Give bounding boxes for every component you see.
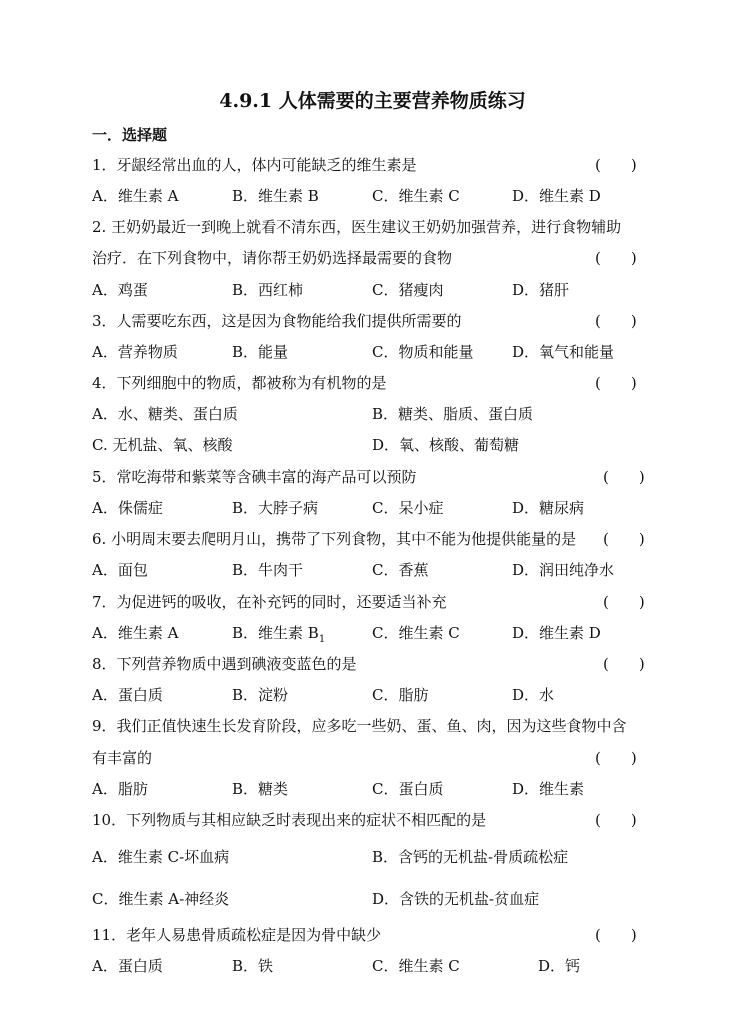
- question-11-option-d: D．钙: [538, 957, 581, 975]
- question-8-answer-blank: ( ): [603, 655, 645, 673]
- question-10-option-c: C．维生素 A-神经炎: [92, 890, 230, 908]
- question-11-stem: 11．老年人易患骨质疏松症是因为骨中缺少: [92, 926, 382, 944]
- section-heading: 一．选择题: [92, 126, 168, 144]
- question-5-answer-blank: ( ): [603, 468, 645, 486]
- question-11-option-b: B．铁: [232, 957, 274, 975]
- question-5-option-b: B．大脖子病: [232, 499, 319, 517]
- question-7-stem: 7．为促进钙的吸收，在补充钙的同时，还要适当补充: [92, 593, 447, 611]
- question-4-stem: 4．下列细胞中的物质，都被称为有机物的是: [92, 374, 387, 392]
- question-10-answer-blank: ( ): [595, 811, 637, 829]
- question-9-stem-line-2: 有丰富的: [92, 749, 153, 767]
- question-2-stem-line-1: 2. 王奶奶最近一到晚上就看不清东西，医生建议王奶奶加强营养，进行食物辅助: [92, 218, 622, 236]
- question-7-answer-blank: ( ): [603, 593, 645, 611]
- question-5-option-d: D．糖尿病: [512, 499, 585, 517]
- question-6-option-a: A．面包: [92, 561, 148, 579]
- question-1-option-d: D．维生素 D: [512, 187, 601, 205]
- question-6-stem: 6. 小明周末要去爬明月山，携带了下列食物，其中不能为他提供能量的是: [92, 530, 577, 548]
- question-9-option-d: D．维生素: [512, 780, 585, 798]
- question-4-option-c: C. 无机盐、氧、核酸: [92, 436, 233, 454]
- question-6-option-d: D．润田纯净水: [512, 561, 615, 579]
- question-1-option-a: A．维生素 A: [92, 187, 179, 205]
- question-4-option-b: B．糖类、脂质、蛋白质: [372, 405, 534, 423]
- question-4-option-a: A．水、糖类、蛋白质: [92, 405, 238, 423]
- question-8-option-b: B．淀粉: [232, 686, 289, 704]
- question-4-option-d: D．氧、核酸、葡萄糖: [372, 436, 520, 454]
- question-6-option-c: C．香蕉: [372, 561, 429, 579]
- question-7-option-d: D．维生素 D: [512, 624, 601, 642]
- question-7-option-c: C．维生素 C: [372, 624, 460, 642]
- question-8-option-a: A．蛋白质: [92, 686, 163, 704]
- question-7-option-b-subscript: 1: [318, 634, 326, 645]
- question-9-answer-blank: ( ): [595, 749, 637, 767]
- question-6-answer-blank: ( ): [603, 530, 645, 548]
- page-title: 4.9.1 人体需要的主要营养物质练习: [219, 90, 526, 112]
- question-7-option-b: [232, 623, 325, 650]
- question-2-answer-blank: ( ): [595, 249, 637, 267]
- question-8-stem: 8．下列营养物质中遇到碘液变蓝色的是: [92, 655, 357, 673]
- question-1-option-b: B．维生素 B: [232, 187, 319, 205]
- question-5-stem: 5．常吃海带和紫菜等含碘丰富的海产品可以预防: [92, 468, 417, 486]
- question-3-option-a: A．营养物质: [92, 343, 178, 361]
- question-10-option-b: B．含钙的无机盐-骨质疏松症: [372, 848, 569, 866]
- question-9-stem-line-1: 9．我们正值快速生长发育阶段，应多吃一些奶、蛋、鱼、肉，因为这些食物中含: [92, 717, 627, 735]
- question-3-option-c: C．物质和能量: [372, 343, 474, 361]
- question-2-option-d: D．猪肝: [512, 281, 570, 299]
- question-11-option-a: A．蛋白质: [92, 957, 163, 975]
- question-3-stem: 3．人需要吃东西，这是因为食物能给我们提供所需要的: [92, 312, 462, 330]
- question-11-option-c: C．维生素 C: [372, 957, 460, 975]
- question-8-option-c: C．脂肪: [372, 686, 429, 704]
- question-3-option-b: B．能量: [232, 343, 289, 361]
- question-5-option-c: C．呆小症: [372, 499, 444, 517]
- question-2-option-a: A．鸡蛋: [92, 281, 148, 299]
- question-10-option-a: A．维生素 C-坏血病: [92, 848, 230, 866]
- question-6-option-b: B．牛肉干: [232, 561, 304, 579]
- question-9-option-a: A．脂肪: [92, 780, 148, 798]
- question-9-option-b: B．糖类: [232, 780, 289, 798]
- question-11-answer-blank: ( ): [595, 926, 637, 944]
- question-1-stem: 1．牙龈经常出血的人，体内可能缺乏的维生素是: [92, 156, 417, 174]
- question-10-stem: 10．下列物质与其相应缺乏时表现出来的症状不相匹配的是: [92, 811, 487, 829]
- question-3-option-d: D．氧气和能量: [512, 343, 615, 361]
- question-1-option-c: C．维生素 C: [372, 187, 460, 205]
- question-2-option-b: B．西红柿: [232, 281, 304, 299]
- question-10-option-d: D．含铁的无机盐-贫血症: [372, 890, 540, 908]
- question-2-option-c: C．猪瘦肉: [372, 281, 444, 299]
- question-9-option-c: C．蛋白质: [372, 780, 444, 798]
- question-2-stem-line-2: 治疗．在下列食物中，请你帮王奶奶选择最需要的食物: [92, 249, 453, 267]
- question-1-answer-blank: ( ): [595, 156, 637, 174]
- question-7-option-b-text: B．维生素 B: [232, 624, 319, 642]
- question-7-option-a: A．维生素 A: [92, 624, 179, 642]
- question-4-answer-blank: ( ): [595, 374, 637, 392]
- question-3-answer-blank: ( ): [595, 312, 637, 330]
- question-8-option-d: D．水: [512, 686, 555, 704]
- question-5-option-a: A．侏儒症: [92, 499, 163, 517]
